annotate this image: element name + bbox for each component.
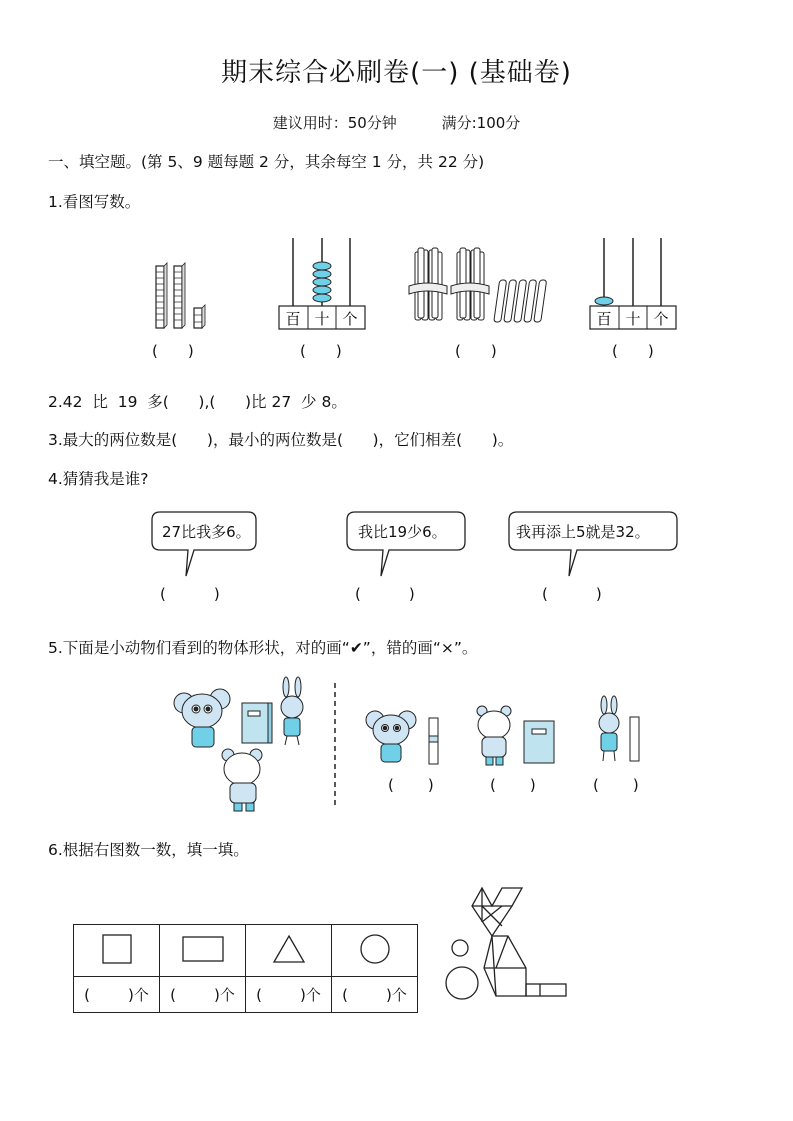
rectangle-icon xyxy=(180,932,226,966)
answer-blank-q4-3[interactable]: ( ) xyxy=(542,585,602,603)
mouse-icon xyxy=(174,689,230,747)
square-count-blank[interactable]: ( )个 xyxy=(74,977,160,1013)
triangle-icon xyxy=(271,932,307,966)
bear-view xyxy=(472,705,562,770)
answer-blank-q5-3[interactable]: ( ) xyxy=(593,776,639,794)
triangle-count-blank[interactable]: ( )个 xyxy=(246,977,332,1013)
answer-blank-q4-1[interactable]: ( ) xyxy=(160,585,220,603)
ten-rods-figure xyxy=(150,262,210,332)
bubble-text-1: 27比我多6。 xyxy=(162,523,251,541)
question-5: 5.下面是小动物们看到的物体形状，对的画“✔”，错的画“×”。 xyxy=(48,639,478,657)
book-icon xyxy=(242,703,272,743)
divider-dashed xyxy=(333,683,337,809)
abacus-label-ones: 个 xyxy=(653,310,669,328)
answer-blank-q5-2[interactable]: ( ) xyxy=(490,776,536,794)
rabbit-icon xyxy=(281,677,303,745)
shape-count-table xyxy=(73,924,418,1013)
rabbit-view xyxy=(592,695,652,770)
abacus-label-tens: 十 xyxy=(314,310,330,328)
bear-icon xyxy=(222,749,262,811)
answer-blank-3[interactable]: ( ) xyxy=(455,342,497,360)
question-6: 6.根据右图数一数，填一填。 xyxy=(48,841,249,859)
suggested-time: 建议用时：50分钟 xyxy=(272,114,397,132)
bubble-text-2: 我比19少6。 xyxy=(358,523,447,541)
answer-blank-q5-1[interactable]: ( ) xyxy=(388,776,434,794)
square-cell xyxy=(74,925,160,977)
bubble-text-3: 我再添上5就是32。 xyxy=(516,523,650,541)
circle-count-blank[interactable]: ( )个 xyxy=(332,977,418,1013)
answer-blank-1[interactable]: ( ) xyxy=(152,342,194,360)
animals-scene xyxy=(172,675,322,815)
abacus-label-tens: 十 xyxy=(625,310,641,328)
question-1: 1.看图写数。 xyxy=(48,193,141,211)
answer-blank-4[interactable]: ( ) xyxy=(612,342,654,360)
rectangle-count-blank[interactable]: ( )个 xyxy=(160,977,246,1013)
abacus-figure-1 xyxy=(278,236,368,332)
question-2: 2.42 比 19 多( ),( )比 27 少 8。 xyxy=(48,393,347,411)
square-icon xyxy=(100,932,134,966)
answer-blank-q4-2[interactable]: ( ) xyxy=(355,585,415,603)
abacus-label-hundreds: 百 xyxy=(596,310,612,328)
abacus-label-hundreds: 百 xyxy=(285,310,301,328)
section-heading: 一、填空题。(第 5、9 题每题 2 分，其余每空 1 分，共 22 分) xyxy=(48,153,485,171)
triangle-cell xyxy=(246,925,332,977)
page-title: 期末综合必刷卷(一) (基础卷) xyxy=(221,58,572,88)
rectangle-cell xyxy=(160,925,246,977)
shape-fox-figure xyxy=(440,886,570,1001)
abacus-figure-2 xyxy=(589,236,679,332)
question-3: 3.最大的两位数是( )，最小的两位数是( )，它们相差( )。 xyxy=(48,431,514,449)
mouse-view xyxy=(365,700,445,770)
circle-icon xyxy=(358,932,392,966)
question-4: 4.猜猜我是谁? xyxy=(48,470,149,488)
abacus-label-ones: 个 xyxy=(342,310,358,328)
exam-info xyxy=(0,112,793,133)
circle-cell xyxy=(332,925,418,977)
stick-bundles-figure xyxy=(405,242,555,326)
full-score: 满分:100分 xyxy=(441,114,521,132)
answer-blank-2[interactable]: ( ) xyxy=(300,342,342,360)
